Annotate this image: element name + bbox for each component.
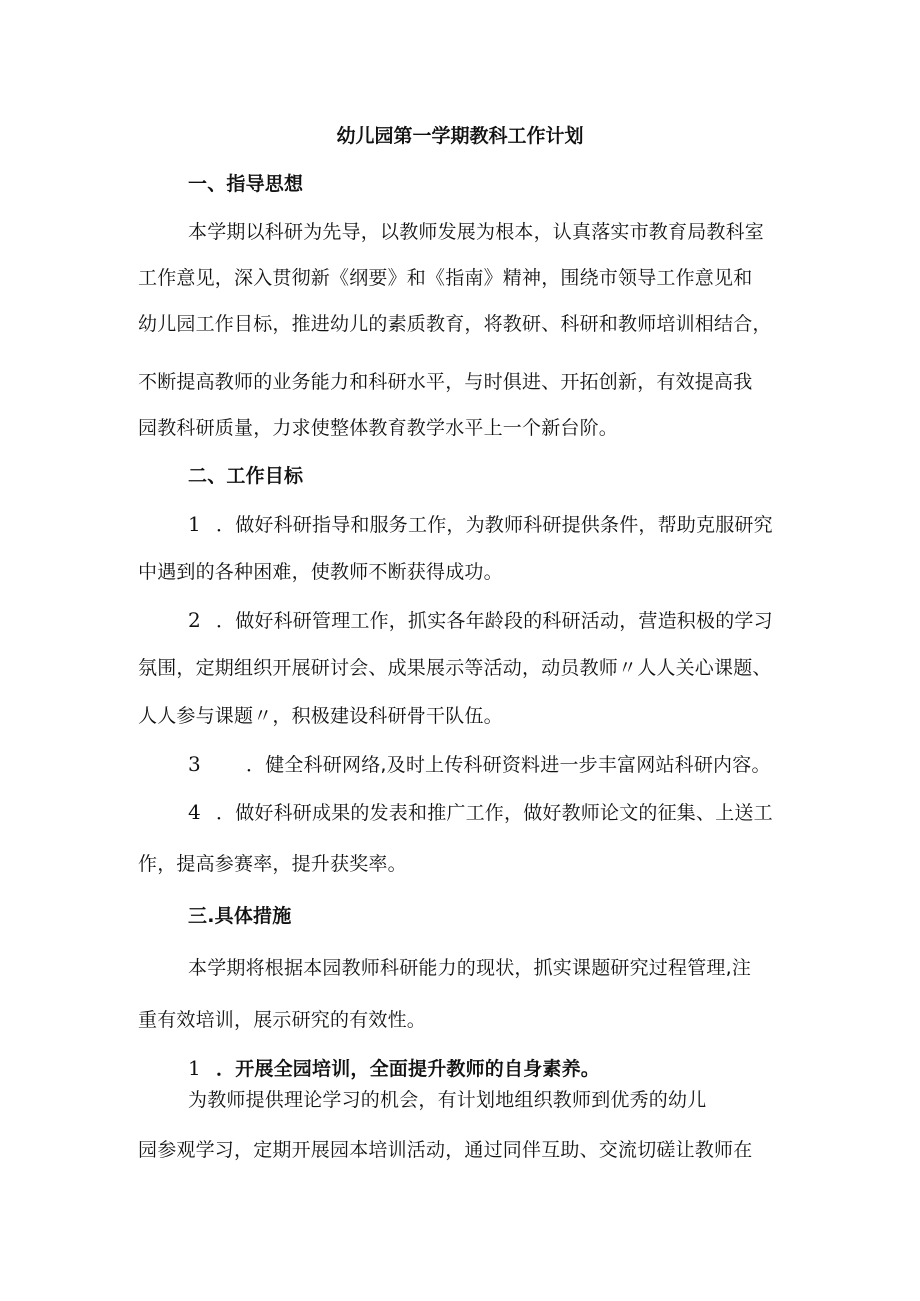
paragraph-line: 氛围，定期组织开展研讨会、成果展示等活动，动员教师〃人人关心课题、: [138, 657, 772, 679]
list-item-2: [188, 608, 773, 633]
paragraph-line: 本学期以科研为先导，以教师发展为根本，认真落实市教育局教科室: [188, 221, 765, 243]
list-number: 4: [188, 800, 201, 824]
section-heading-specific-measures: 三.具体措施: [188, 905, 292, 927]
list-item-text: ．做好科研管理工作，抓实各年龄段的科研活动，营造积极的学习: [216, 610, 773, 632]
paragraph-line: 园参观学习，定期开展园本培训活动，通过同伴互助、交流切磋让教师在: [138, 1139, 753, 1161]
subsection-heading-1: [188, 1056, 600, 1081]
paragraph-line: 中遇到的各种困难，使教师不断获得成功。: [138, 561, 503, 583]
list-item-1: [188, 512, 773, 537]
paragraph-line: 为教师提供理论学习的机会，有计划地组织教师到优秀的幼儿: [188, 1089, 707, 1111]
section-heading-guiding-thought: 一、指导思想: [188, 173, 304, 195]
paragraph-line: 重有效培训，展示研究的有效性。: [138, 1009, 427, 1031]
paragraph-line: 不断提高教师的业务能力和科研水平，与时俱进、开拓创新，有效提高我: [138, 371, 753, 393]
paragraph-line: 人人参与课题〃，积极建设科研骨干队伍。: [138, 705, 503, 727]
paragraph-line: 幼儿园工作目标，推进幼儿的素质教育，将教研、科研和教师培训相结合，: [138, 313, 772, 335]
list-number: 1: [188, 1056, 201, 1080]
list-item-3: [188, 752, 771, 777]
subsection-heading-text: ．开展全园培训，全面提升教师的自身素养。: [216, 1058, 601, 1080]
list-item-text: ．健全科研网络,及时上传科研资料进一步丰富网站科研内容。: [246, 754, 771, 776]
list-item-text: ．做好科研指导和服务工作，为教师科研提供条件，帮助克服研究: [216, 514, 773, 536]
list-item-4: [188, 800, 773, 825]
document-title: 幼儿园第一学期教科工作计划: [336, 125, 584, 147]
list-number: 3: [188, 752, 201, 776]
paragraph-line: 作，提高参赛率，提升获奖率。: [138, 853, 407, 875]
list-item-text: ．做好科研成果的发表和推广工作，做好教师论文的征集、上送工: [216, 802, 773, 824]
paragraph-line: 园教科研质量，力求使整体教育教学水平上一个新台阶。: [138, 417, 619, 439]
list-number: 2: [188, 608, 201, 632]
section-heading-work-goals: 二、工作目标: [188, 465, 304, 487]
paragraph-line: 本学期将根据本园教师科研能力的现状，抓实课题研究过程管理,注: [188, 957, 752, 979]
paragraph-line: 工作意见，深入贯彻新《纲要》和《指南》精神，围绕市领导工作意见和: [138, 267, 753, 289]
list-number: 1: [188, 512, 201, 536]
